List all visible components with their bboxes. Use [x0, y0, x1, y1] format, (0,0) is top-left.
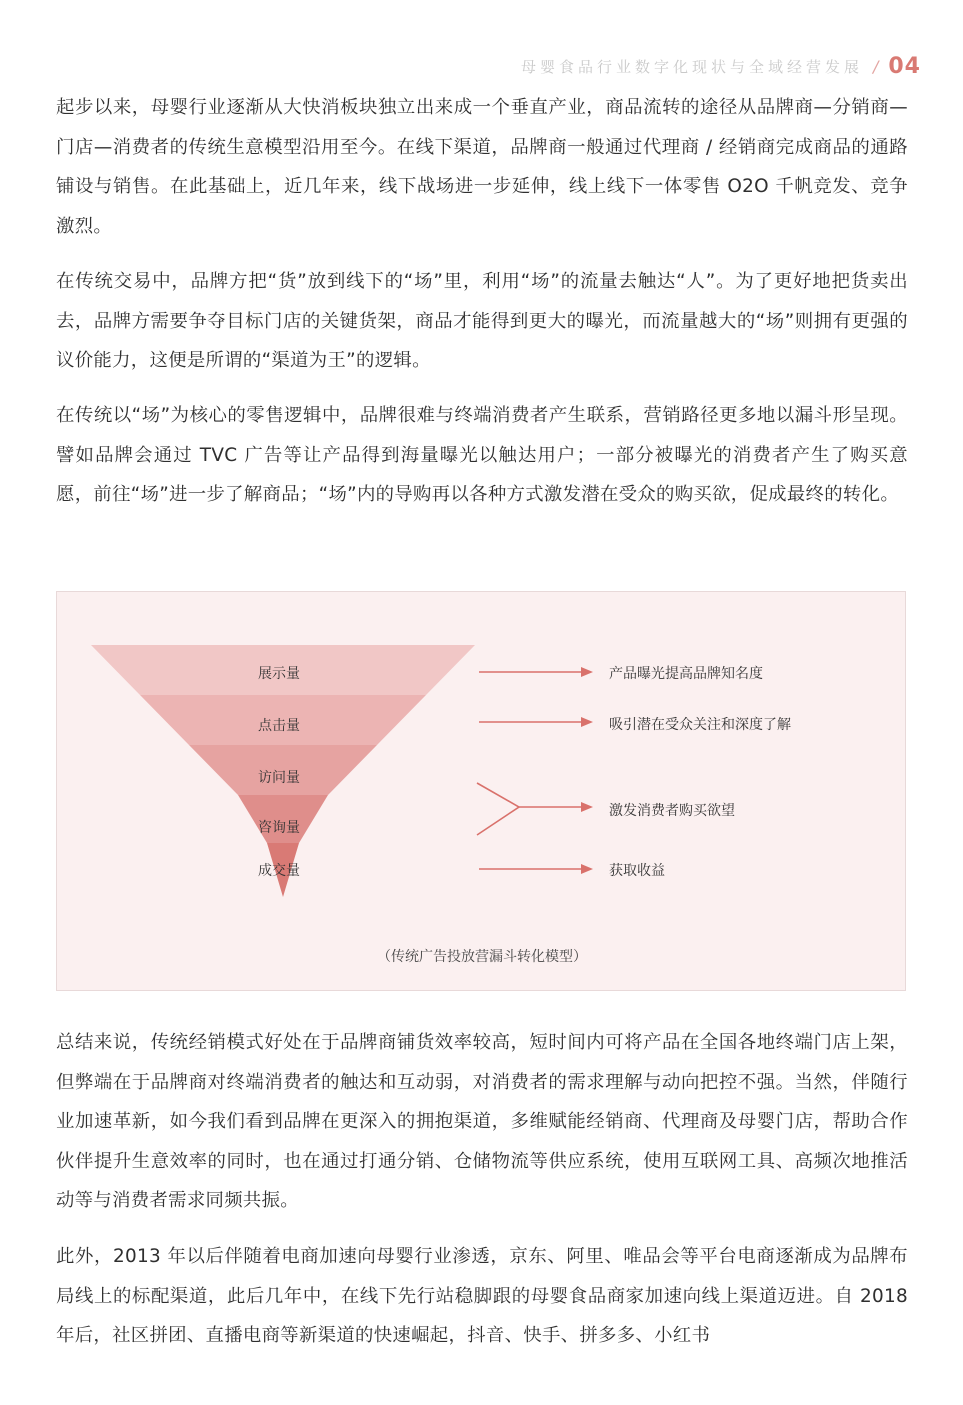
header-divider: / [872, 56, 879, 76]
outcome-brand-awareness: 产品曝光提高品牌知名度 [609, 666, 763, 682]
outcome-purchase-desire: 激发消费者购买欲望 [609, 803, 735, 819]
outcome-revenue: 获取收益 [609, 863, 665, 879]
paragraph-summary: 总结来说，传统经销模式好处在于品牌商铺货效率较高，短时间内可将产品在全国各地终端门店上架，但弊端在于品牌商对终端消费者的触达和互动弱，对消费者的需求理解与动向把控不强。当然，伴随行业加速革新，如今我们看到品牌在更深入的拥抱渠道，多维赋能经销商、代理商及母婴门店，帮助合作伙伴提升生意效率的同时，也在通过打通分销、仓储物流等供应系统，使用互联网工具、高频次地推活动等与消费者需求同频共振。 [56, 1032, 908, 1211]
funnel-diagram [57, 592, 907, 992]
page-header [521, 52, 921, 80]
funnel-label-impressions: 展示量 [258, 666, 300, 682]
arrow-impressions [479, 667, 593, 677]
funnel-label-inquiries: 咨询量 [258, 820, 300, 836]
paragraph-retail-logic: 在传统以“场”为核心的零售逻辑中，品牌很难与终端消费者产生联系，营销路径更多地以漏斗形呈现。譬如品牌会通过 TVC 广告等让产品得到海量曝光以触达用户；一部分被曝光的消费者产生了购买意愿，前往“场”进一步了解商品；“场”内的导购再以各种方式激发潜在受众的购买欲，促成最终的转化。 [56, 405, 908, 505]
header-title: 母婴食品行业数字化现状与全域经营发展 [520, 57, 863, 76]
arrow-clicks [479, 717, 593, 727]
funnel-label-deals: 成交量 [258, 863, 300, 879]
arrow-deals [479, 864, 593, 874]
arrow-visits-inquiries [477, 783, 593, 835]
paragraph-ecommerce: 此外，2013 年以后伴随着电商加速向母婴行业渗透，京东、阿里、唯品会等平台电商逐渐成为品牌布局线上的标配渠道，此后几年中，在线下先行站稳脚跟的母婴食品商家加速向线上渠道迈进。自 2018 年后，社区拼团、直播电商等新渠道的快速崛起，抖音、快手、拼多多、小红书 [56, 1246, 908, 1346]
funnel-label-clicks: 点击量 [258, 718, 300, 734]
paragraph-traditional-trade: 在传统交易中，品牌方把“货”放到线下的“场”里，利用“场”的流量去触达“人”。为了更好地把货卖出去，品牌方需要争夺目标门店的关键货架，商品才能得到更大的曝光，而流量越大的“场”则拥有更强的议价能力，这便是所谓的“渠道为王”的逻辑。 [56, 271, 908, 371]
outcome-attract-audience: 吸引潜在受众关注和深度了解 [609, 717, 791, 733]
page-number: 04 [888, 53, 921, 79]
funnel-label-visits: 访问量 [258, 770, 300, 786]
funnel-figure [56, 591, 906, 991]
paragraph-intro: 起步以来，母婴行业逐渐从大快消板块独立出来成一个垂直产业，商品流转的途径从品牌商—分销商—门店—消费者的传统生意模型沿用至今。在线下渠道，品牌商一般通过代理商 / 经销商完成商品的通路铺设与销售。在此基础上，近几年来，线下战场进一步延伸，线上线下一体零售 O2O 千帆竞发、竞争激烈。 [56, 97, 908, 237]
figure-caption: （传统广告投放营漏斗转化模型） [377, 949, 587, 965]
